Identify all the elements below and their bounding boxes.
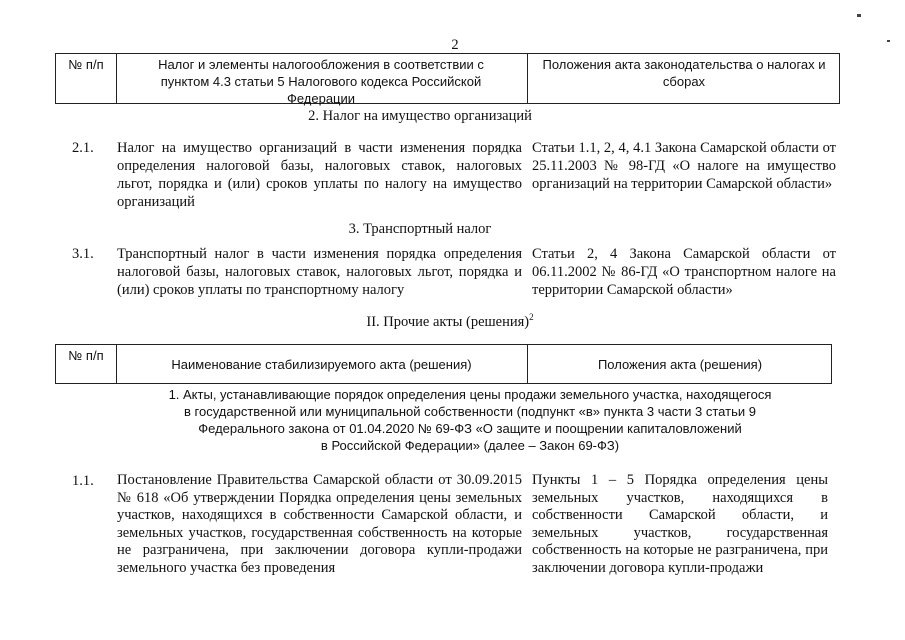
tax-description: Налог на имущество организаций в части изменения порядка определения налоговой базы, налоговых ставок, налоговых льгот, порядка и (или) сроков уплаты по налогу на имущество организаций: [117, 140, 522, 210]
heading-line: 1. Акты, устанавливающие порядок определения цены продажи земельного участка, находящегося: [168, 387, 772, 402]
col-num-header: № п/п: [68, 348, 104, 363]
other-acts-title: II. Прочие акты (решения): [366, 314, 530, 330]
tax-description: Транспортный налог в части изменения порядка определения налоговой базы, налоговых ставок, налоговых льгот, порядка и (или) сроков уплаты по транспортному налогу: [117, 246, 522, 298]
scan-speck: [887, 40, 890, 42]
col-act-header: Положения акта законодательства о налогах и сборах: [542, 57, 826, 89]
heading-line: в Российской Федерации» (далее – Закон 69-ФЗ): [320, 438, 620, 453]
transport-tax-heading: 3. Транспортный налог: [348, 221, 492, 237]
other-acts-heading: [250, 313, 650, 331]
col-num-header: № п/п: [68, 57, 104, 72]
row-number: 1.1.: [72, 473, 94, 489]
row-number: 2.1.: [72, 140, 94, 156]
property-tax-heading: 2. Налог на имущество организаций: [308, 108, 532, 124]
heading-line: Федерального закона от 01.04.2020 № 69-ФЗ «О защите и поощрении капиталовложений: [198, 421, 742, 436]
act-provisions: Статьи 2, 4 Закона Самарской области от 06.11.2002 № 86-ГД «О транспортном налоге на территории Самарской области»: [532, 246, 836, 298]
act-provisions: Пункты 1 – 5 Порядка определения цены земельных участков, находящихся в собственности Самарской области, и земельных участков, государственная собственность на которые не разграничена, при заключении договора купли-продажи: [532, 472, 828, 576]
col-tax-header: Налог и элементы налогообложения в соответствии с пунктом 4.3 статьи 5 Налогового кодекса Российской Федерации: [158, 57, 484, 106]
col-provisions-header: Положения акта (решения): [597, 357, 763, 372]
footnote-marker: 2: [529, 312, 534, 323]
act-description: Постановление Правительства Самарской области от 30.09.2015 № 618 «Об утверждении Порядка определения цены земельных участков, находящихся в собственности Самарской области, и земельных участков, государственная собственность на которые не разграничена, при заключении договора купли-продажи земельного участка без проведения: [117, 472, 522, 576]
heading-line: в государственной или муниципальной собственности (подпункт «в» пункта 3 части 3 статьи 9: [184, 404, 756, 419]
act-provisions: Статьи 1.1, 2, 4, 4.1 Закона Самарской области от 25.11.2003 № 98-ГД «О налоге на имущество организаций на территории Самарской области»: [532, 140, 836, 192]
scan-speck: [857, 14, 861, 17]
page-number: 2: [451, 37, 459, 53]
col-name-header: Наименование стабилизируемого акта (решения): [171, 357, 472, 372]
row-number: 3.1.: [72, 246, 94, 262]
